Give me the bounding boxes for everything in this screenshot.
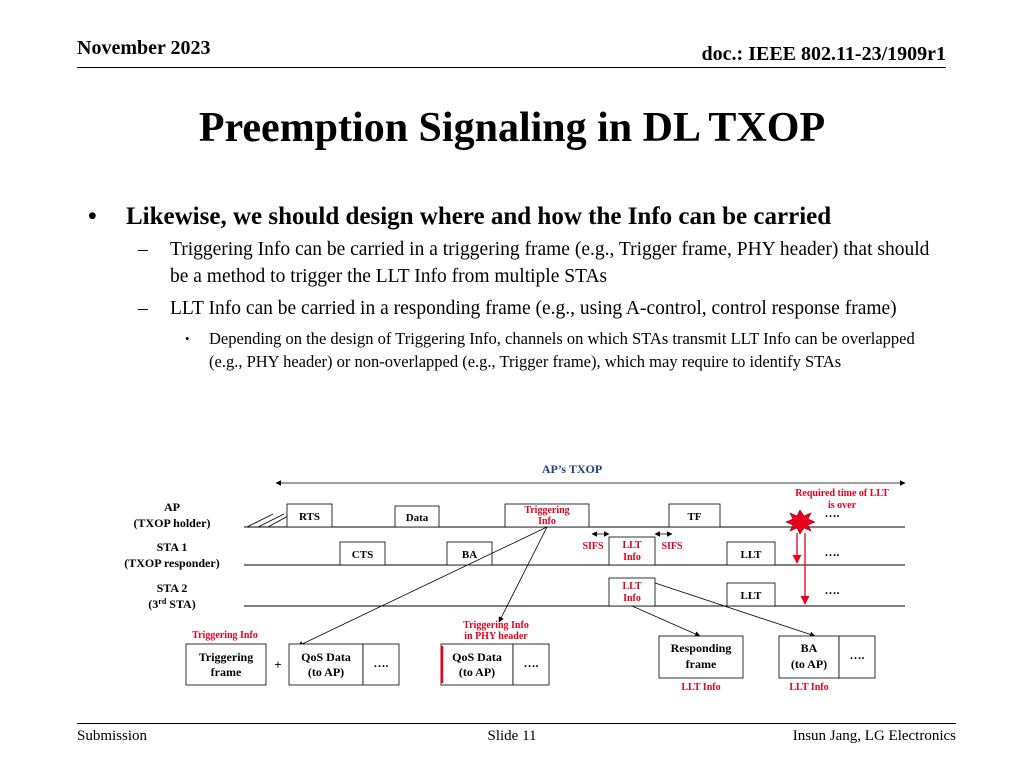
dash-icon: – [138, 239, 148, 260]
row-label-sta2: STA 2 [156, 581, 188, 595]
triggering-info-caption: Triggering Info [192, 630, 258, 641]
ap-backoff-slant [268, 516, 288, 527]
ba-llt-info-caption: LLT Info [789, 682, 829, 693]
required-time-label-2: is over [827, 500, 857, 511]
qos-data-label-2: (to AP) [307, 665, 345, 679]
qos-data-more-dots: …. [373, 656, 389, 670]
sta2-llt-info-label-2: Info [623, 593, 641, 604]
data-label: Data [405, 512, 429, 524]
row-label-ap-role: (TXOP holder) [133, 516, 211, 530]
phy-header-caption-1: Triggering Info [463, 620, 529, 631]
trigger-frame-label-1: Triggering [198, 650, 254, 664]
phy-qos-data-label-1: QoS Data [452, 650, 502, 664]
phy-qos-more-dots: …. [523, 656, 539, 670]
plus-sign: + [274, 657, 282, 672]
row-label-sta2-role: (3rd STA) [148, 597, 196, 611]
row-label-sta1: STA 1 [156, 540, 188, 554]
sta1-ellipsis: …. [824, 545, 840, 559]
sta2-llt-label: LLT [740, 590, 762, 602]
sifs-right-label: SIFS [661, 541, 683, 552]
bullet-dot-icon: • [185, 331, 190, 346]
row-label-ap: AP [164, 500, 180, 514]
sta1-llt-info-label-2: Info [623, 552, 641, 563]
bullet-level1-text: Likewise, we should design where and how the Info can be carried [126, 203, 832, 230]
responding-frame-label-2: frame [685, 657, 717, 671]
bullet-level2-llt-text: LLT Info can be carried in a responding frame (e.g., using A-control, control response frame) [170, 298, 897, 319]
footer-author: Insun Jang, LG Electronics [792, 728, 956, 744]
phy-header-caption-2: in PHY header [464, 631, 528, 642]
trigger-frame-label-2: frame [210, 665, 242, 679]
tf-label: TF [687, 511, 702, 523]
qos-data-label-1: QoS Data [301, 650, 351, 664]
triggering-info-label-1: Triggering [524, 505, 570, 516]
rts-label: RTS [298, 511, 321, 523]
ba-more-dots: …. [849, 648, 865, 662]
sta1-llt-info-label-1: LLT [622, 540, 642, 551]
footer-slide-number: Slide 11 [487, 728, 537, 744]
responding-frame-label-1: Responding [670, 641, 732, 655]
sta1-llt-label: LLT [740, 549, 762, 561]
header-doc-id: doc.: IEEE 802.11-23/1909r1 [701, 43, 946, 65]
ba-to-ap-label-2: (to AP) [790, 657, 828, 671]
ba-to-ap-label-1: BA [800, 641, 818, 655]
dash-icon: – [138, 298, 148, 319]
sta2-ellipsis: …. [824, 583, 840, 597]
footer-divider [77, 723, 956, 724]
explosion-icon [786, 510, 815, 534]
required-time-label-1: Required time of LLT [795, 488, 889, 499]
ap-ellipsis: …. [824, 506, 840, 520]
bullet-dot-icon: • [88, 203, 97, 230]
row-label-sta1-role: (TXOP responder) [124, 556, 220, 570]
slide-title: Preemption Signaling in DL TXOP [198, 105, 826, 151]
triggering-info-label-2: Info [538, 516, 556, 527]
phy-qos-data-label-2: (to AP) [458, 665, 496, 679]
cts-label: CTS [351, 549, 374, 561]
sta2-llt-info-label-1: LLT [622, 581, 642, 592]
txop-label: AP’s TXOP [541, 462, 603, 476]
responding-llt-info-caption: LLT Info [681, 682, 721, 693]
bullet-level2-triggering-text: Triggering Info can be carried in a triggering frame (e.g., Trigger frame, PHY header) that should be a method to trigger the LLT Info from multiple STAs [170, 239, 930, 287]
bullet-level3-text: Depending on the design of Triggering Info, channels on which STAs transmit LLT Info can be overlapped (e.g., PHY header) or non-overlapped (e.g., Trigger frame), which may require to identify STAs [209, 329, 915, 371]
sifs-left-label: SIFS [582, 541, 604, 552]
ba-label: BA [461, 549, 478, 561]
triggering-info-to-phy-arrow [499, 527, 547, 622]
llt-info-to-responding-arrow [632, 606, 700, 636]
ap-backoff-slant [247, 514, 273, 527]
header-date: November 2023 [77, 37, 211, 59]
footer-submission: Submission [77, 728, 148, 744]
